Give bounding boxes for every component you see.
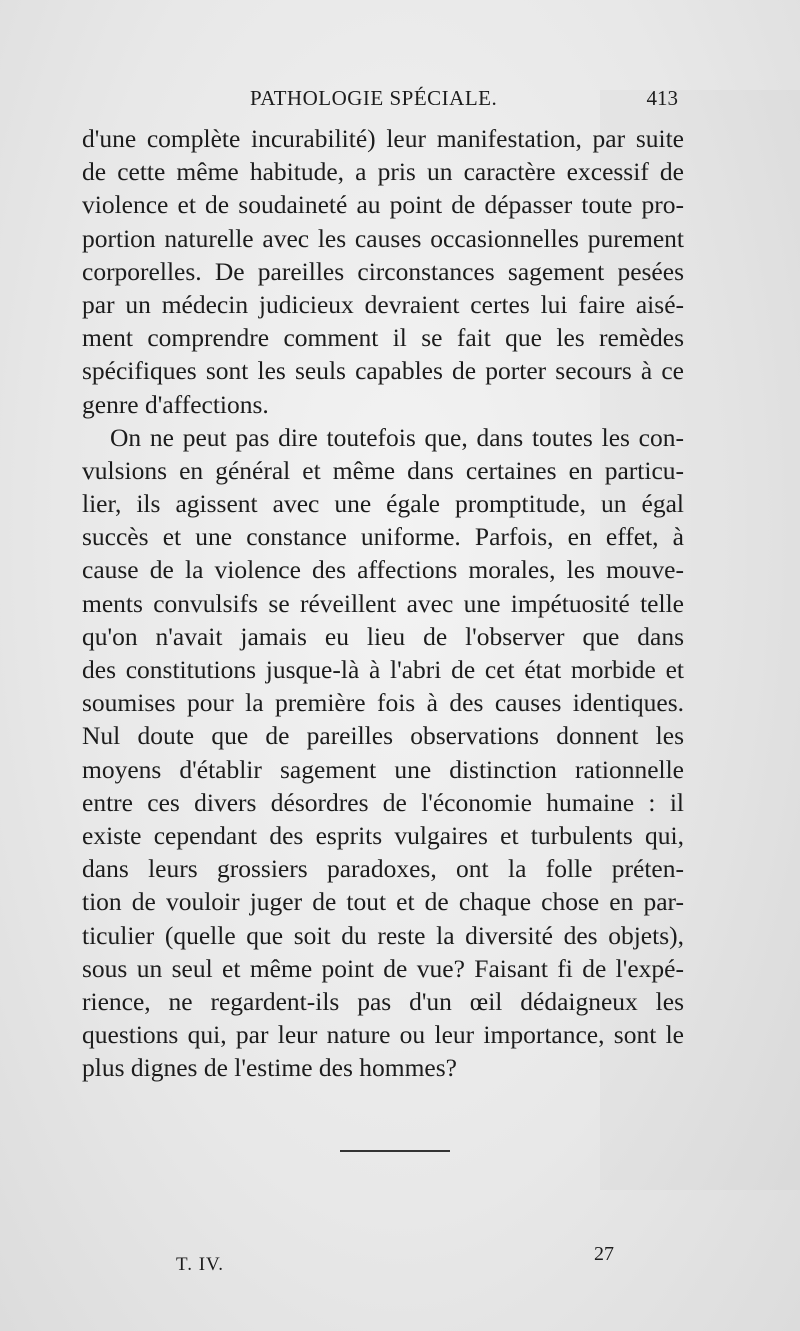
text-line: qu'on n'avait jamais eu lieu de l'observer que dans	[82, 621, 684, 651]
text-line: d'une complète incurabilité) leur manifestation, par suite	[82, 124, 684, 153]
text-line: tion de vouloir juger de tout et de chaque chose en par-	[82, 887, 684, 917]
page-number: 413	[646, 86, 678, 110]
running-head	[82, 86, 682, 116]
text-line: ments convulsifs se réveillent avec une impétuosité telle	[82, 588, 684, 618]
text-line: ticulier (quelle que soit du reste la diversité des objets),	[82, 920, 684, 950]
text-line: ment comprendre comment il se fait que les remèdes	[82, 323, 684, 353]
text-line: dans leurs grossiers paradoxes, ont la folle préten-	[82, 854, 684, 884]
running-title: PATHOLOGIE SPÉCIALE.	[250, 86, 498, 110]
text-line: moyens d'établir sagement une distinction rationnelle	[82, 754, 684, 784]
text-line: succès et une constance uniforme. Parfois, en effet, à	[82, 522, 684, 552]
paragraph-2	[82, 421, 684, 1085]
text-line: corporelles. De pareilles circonstances sagement pesées	[82, 256, 684, 286]
text-line: sous un seul et même point de vue? Faisant fi de l'expé-	[82, 953, 684, 983]
signature-number: 27	[594, 1243, 614, 1265]
text-line: des constitutions jusque-là à l'abri de cet état morbide et	[82, 655, 684, 684]
body-text	[82, 122, 684, 1084]
volume-signature: T. IV.	[176, 1254, 225, 1275]
text-line: soumises pour la première fois à des causes identiques.	[82, 688, 684, 718]
text-line: On ne peut pas dire toutefois que, dans toutes les con-	[110, 422, 684, 452]
section-rule	[340, 1150, 450, 1152]
text-line: questions qui, par leur nature ou leur importance, sont le	[82, 1020, 684, 1050]
text-line: spécifiques sont les seuls capables de porter secours à ce	[82, 356, 684, 386]
text-line: portion naturelle avec les causes occasionnelles purement	[82, 223, 684, 253]
text-line: Nul doute que de pareilles observations donnent les	[82, 721, 684, 751]
text-line: existe cependant des esprits vulgaires et turbulents qui,	[82, 820, 684, 850]
text-line: vulsions en général et même dans certaines en particu-	[82, 455, 684, 485]
text-line: rience, ne regardent-ils pas d'un œil dédaigneux les	[82, 986, 684, 1016]
text-line: genre d'affections.	[82, 389, 269, 419]
text-line: violence et de soudaineté au point de dépasser toute pro-	[82, 190, 684, 220]
text-line: par un médecin judicieux devraient certes lui faire aisé-	[82, 289, 684, 319]
text-line: plus dignes de l'estime des hommes?	[82, 1053, 457, 1083]
text-line: entre ces divers désordres de l'économie humaine : il	[82, 787, 684, 817]
text-line: cause de la violence des affections morales, les mouve-	[82, 555, 684, 585]
text-line: lier, ils agissent avec une égale promptitude, un égal	[82, 489, 684, 519]
paragraph-1	[82, 122, 684, 421]
text-line: de cette même habitude, a pris un caractère excessif de	[82, 157, 684, 187]
